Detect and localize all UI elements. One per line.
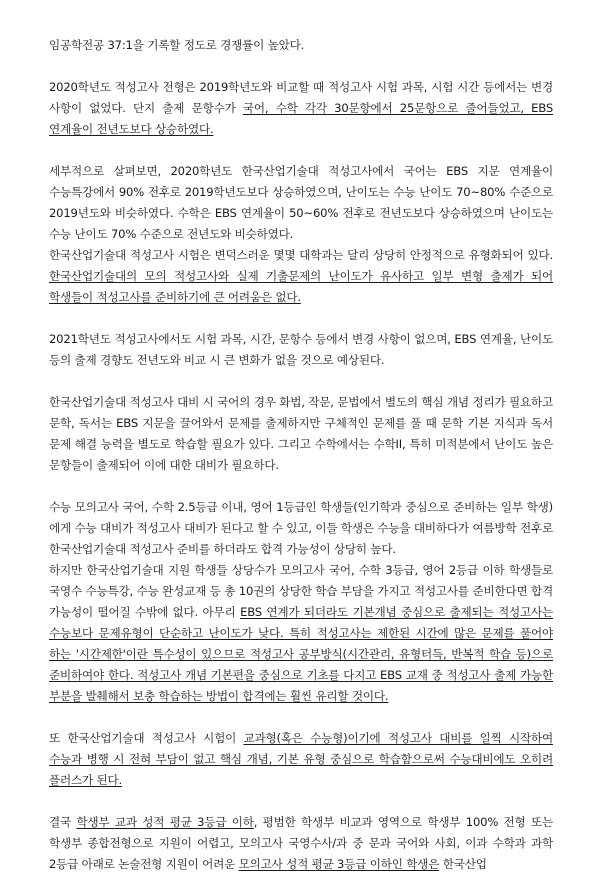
paragraph <box>49 161 553 245</box>
text-span: 한국산업 <box>439 857 487 871</box>
paragraph-gap <box>49 371 553 392</box>
paragraph <box>49 35 553 56</box>
text-span: , 평범한 학생부 비교과 영역으로 학생부 100% 전형 또는 학생부 종합전형으로 지원이 어렵고, 모의고사 국영수사/과 중 문과 국어와 사회, 이과 수학과 과학 2등급 아래로 논술전형 지원이 어려운 <box>49 815 553 871</box>
paragraph <box>49 392 553 476</box>
text-span: 한국산업기술대 적성고사 대비 시 국어의 경우 화법, 작문, 문법에서 별도의 핵심 개념 정리가 필요하고 문학, 독서는 EBS 지문을 끌어와서 문제를 출제하지만 구체적인 문제를 풀 때 문학 기본 지식과 독서 문제 해결 능력을 별도로 학습할 필요가 있다. 그리고 수학에서는 수학II, 특히 미적분에서 난이도 높은 문항들이 출제되어 이에 대한 대비가 필요하다. <box>49 395 553 472</box>
paragraph-gap <box>49 140 553 161</box>
underlined-text: EBS 연계가 되더라도 기본개념 중심으로 출제되는 적성고사는 수능보다 문제유형이 단순하고 난이도가 낮다. 특히 적성고사는 제한된 시간에 많은 문제를 풀어야 하는 '시간제한'이란 특수성이 있으므로 적성고사 공부방식(시간관리, 유형터득, 반복적 학습 등)으로 준비하여야 한다. 적성고사 개념 기본편을 중심으로 기초를 다지고 EBS 교재 중 적성고사 출제 가능한 부분을 발췌해서 보충 학습하는 방법이 합격에는 훨씬 유리할 것이다. <box>49 605 553 703</box>
article-body <box>49 35 553 875</box>
paragraph-gap <box>49 476 553 497</box>
paragraph-gap <box>49 791 553 812</box>
underlined-text: 한국산업기술대의 모의 적성고사와 실제 기출문제의 난이도가 유사하고 일부 변형 출제가 되어 학생들이 적성고사를 준비하기에 큰 어려움은 없다. <box>49 269 553 304</box>
paragraph <box>49 329 553 371</box>
paragraph <box>49 245 553 308</box>
text-span: 한국산업기술대 적성고사 시험은 변덕스러운 몇몇 대학과는 달리 상당히 안정적으로 유형화되어 있다. <box>49 248 553 262</box>
text-span: 2020학년도 적성고사 전형은 2019학년도와 비교할 때 적성고사 시험 과목, 시험 시간 등에서는 변경 사항이 없었다. 단지 출제 문항수가 <box>49 80 553 115</box>
text-span: 또 한국산업기술대 적성고사 시험이 <box>49 731 244 745</box>
underlined-text: 학생부 교과 성적 평균 3등급 이하 <box>76 815 254 829</box>
paragraph-gap <box>49 707 553 728</box>
underlined-text: 국어, 수학 각각 30문항에서 25문항으로 줄어들었고, EBS 연계율이 전년도보다 상승하였다. <box>49 101 553 136</box>
underlined-text: 교과형(혹은 수능형)이기에 적성고사 대비를 일찍 시작하여 수능과 병행 시 전혀 부담이 없고 핵심 개념, 기본 유형 중심으로 학습함으로써 수능대비에도 오히려 플러스가 된다. <box>49 731 553 787</box>
text-span: 결국 <box>49 815 77 829</box>
paragraph-gap <box>49 308 553 329</box>
text-span: 2021학년도 적성고사에서도 시험 과목, 시간, 문항수 등에서 변경 사항이 없으며, EBS 연계율, 난이도 등의 출제 경향도 전년도와 비교 시 큰 변화가 없을 것으로 예상된다. <box>49 332 553 367</box>
paragraph <box>49 497 553 560</box>
text-span: 세부적으로 살펴보면, 2020학년도 한국산업기술대 적성고사에서 국어는 EBS 지문 연계율이 수능특강에서 90% 전후로 2019학년도보다 상승하였으며, 난이도는 수능 난이도 70~80% 수준으로 2019년도와 비슷하였다. 수학은 EBS 연계율이 50~60% 전후로 전년도보다 상승하였으며 난이도는 수능 난이도 70% 수준으로 전년도와 비슷하였다. <box>49 164 553 241</box>
paragraph <box>49 812 553 875</box>
paragraph <box>49 560 553 707</box>
underlined-text: 모의고사 성적 평균 3등급 이하인 학생은 <box>238 857 440 871</box>
paragraph <box>49 728 553 791</box>
text-span: 수능 모의고사 국어, 수학 2.5등급 이내, 영어 1등급인 학생들(인기학과 중심으로 준비하는 일부 학생)에게 수능 대비가 적성고사 대비가 된다고 할 수 있고, 이들 학생은 수능을 대비하다가 여름방학 전후로 한국산업기술대 적성고사 준비를 하더라도 합격 가능성이 상당히 높다. <box>49 500 553 556</box>
text-span: 임공학전공 37:1을 기록할 정도로 경쟁률이 높았다. <box>49 38 305 52</box>
text-span: 하지만 한국산업기술대 지원 학생들 상당수가 모의고사 국어, 수학 3등급, 영어 2등급 이하 학생들로 국영수 수능특강, 수능 완성교재 등 총 10권의 상당한 학습 부담을 가지고 적성고사를 준비한다면 합격 가능성이 떨어질 수밖에 없다. 아무리 <box>49 563 553 619</box>
paragraph-gap <box>49 56 553 77</box>
paragraph <box>49 77 553 140</box>
